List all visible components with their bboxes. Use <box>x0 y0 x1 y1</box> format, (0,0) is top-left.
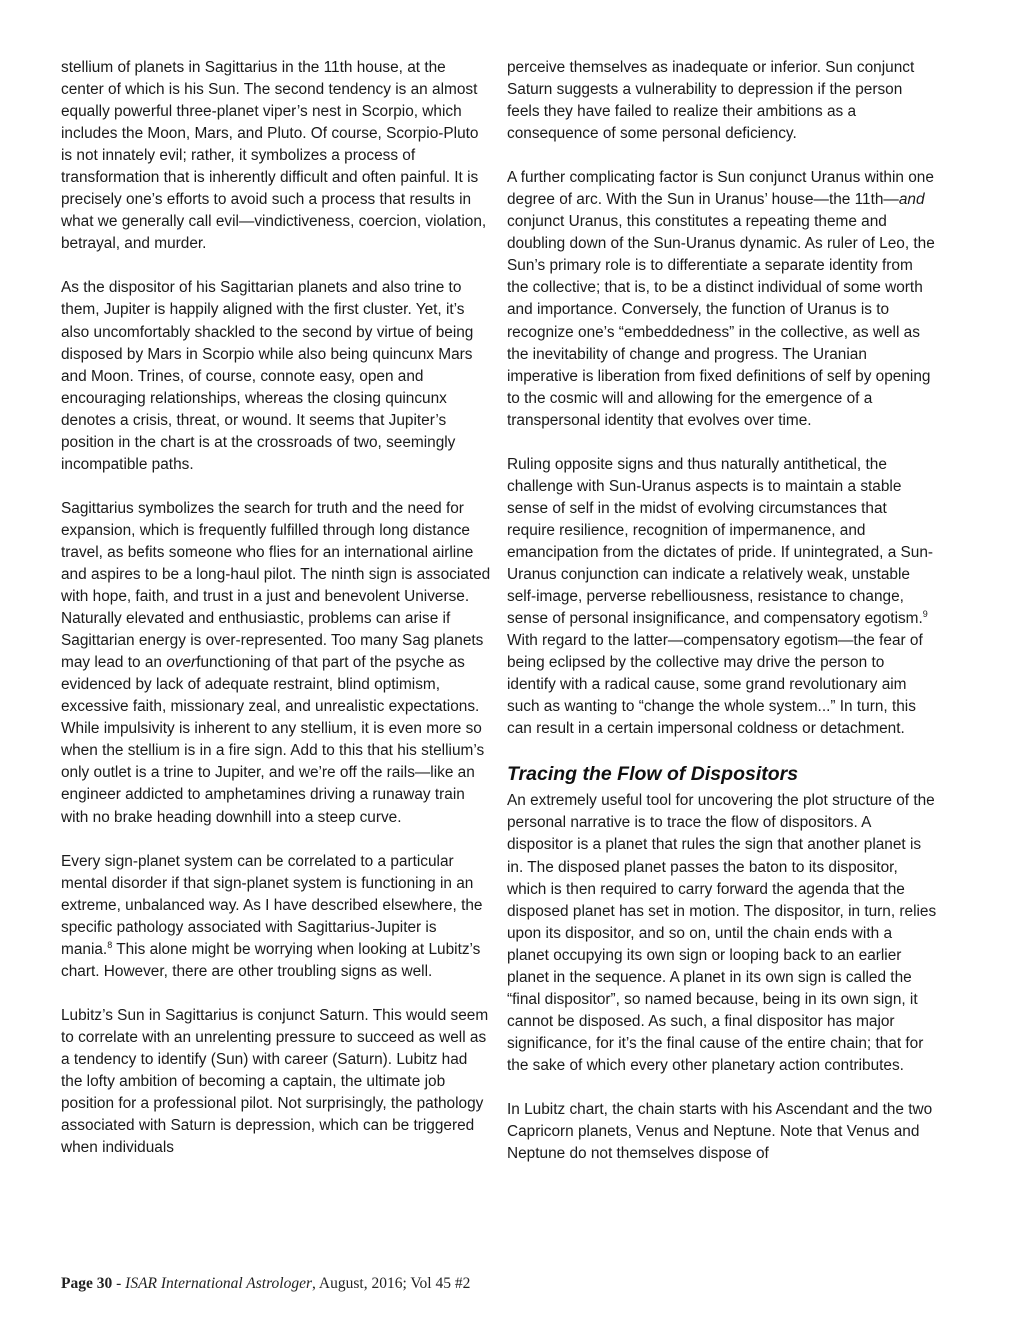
page-footer <box>61 1275 470 1293</box>
paragraph: In Lubitz chart, the chain starts with his Ascendant and the two Capricorn planets, Venus and Neptune. Note that Venus and Neptune do not themselves dispose of <box>507 1100 933 1163</box>
section-heading: Tracing the Flow of Dispositors <box>507 763 799 786</box>
paragraph <box>61 851 491 983</box>
paragraph-text: Every sign-planet system can be correlated to a particular mental disorder if that sign-planet system is functioning in an extreme, unbalanced way. As I have described elsewhere, the specific pathology associated with Sagittarius-Jupiter is mania. <box>61 852 483 958</box>
paragraph: stellium of planets in Sagittarius in the 11th house, at the center of which is his Sun. The second tendency is an almost equally powerful three-planet viper’s nest in Scorpio, which includes the Moon, Mars, and Pluto. Of course, Scorpio-Pluto is not innately evil; rather, it symbolizes a process of transformation that is inherently difficult and often painful. It is precisely one’s efforts to avoid such a process that results in what we generally call evil—vindictiveness, coercion, violation, betrayal, and murder. <box>61 59 487 253</box>
paragraph <box>61 498 491 829</box>
page-number: Page 30 <box>61 1275 113 1292</box>
paragraph: perceive themselves as inadequate or inferior. Sun conjunct Saturn suggests a vulnerability to depression if the person feels they have failed to realize their ambitions as a consequence of some personal deficiency. <box>507 59 915 143</box>
footer-separator: - <box>112 1275 126 1292</box>
paragraph-text: functioning of that part of the psyche as evidenced by lack of adequate restraint, blind optimism, excessive faith, missionary zeal, and unrealistic expectations. While impulsivity is inherent to any stellium, it is even more so when the stellium is in a fire sign. Add to this that his stellium’s only outlet is a trine to Jupiter, and we’re off the rails—like an engineer addicted to amphetamines driving a runaway train with no brake heading downhill into a steep curve. <box>61 654 485 826</box>
footnote-marker: 8 <box>107 939 113 950</box>
paragraph-text: conjunct Uranus, this constitutes a repeating theme and doubling down of the Sun-Uranus dynamic. As ruler of Leo, the Sun’s primary role is to differentiate a separate identity from the collective; that is, to be a distinct individual of some worth and importance. Conversely, the function of Uranus is to recognize one’s “embeddedness” in the collective, as well as the inevitability of change and progress. The Uranian imperative is liberation from fixed definitions of self by opening to the cosmic will and allowing for the emergence of a transpersonal identity that evolves over time. <box>507 213 935 429</box>
paragraph-text: Sagittarius symbolizes the search for truth and the need for expansion, which is frequently fulfilled through long distance travel, as befits someone who flies for an international airline and aspires to be a long-haul pilot. The ninth sign is associated with hope, faith, and trust in a just and benevolent Universe. Naturally elevated and enthusiastic, problems can arise if Sagittarian energy is over-represented. Too many Sag planets may lead to an <box>61 499 491 672</box>
right-column <box>507 57 937 1165</box>
emphasis-text: and <box>898 191 925 209</box>
left-column <box>61 57 491 1159</box>
paragraph: Lubitz’s Sun in Sagittarius is conjunct Saturn. This would seem to correlate with an unrelenting pressure to succeed as well as a tendency to identify (Sun) with career (Saturn). Lubitz had the lofty ambition of becoming a captain, the ultimate job position for a professional pilot. Not surprisingly, the pathology associated with Saturn is depression, which can be triggered when individuals <box>61 1006 489 1157</box>
paragraph <box>507 167 937 432</box>
paragraph <box>507 454 937 741</box>
paragraph-text: A further complicating factor is Sun conjunct Uranus within one degree of arc. With the Sun in Uranus’ house—the 11th— <box>507 169 934 209</box>
footnote-marker: 9 <box>922 608 928 619</box>
paragraph-text: Ruling opposite signs and thus naturally antithetical, the challenge with Sun-Uranus aspects is to maintain a stable sense of self in the midst of evolving circumstances that require resilience, recognition of impermanence, and emancipation from the dictates of pride. If unintegrated, a Sun-Uranus conjunction can indicate a relatively weak, unstable self-image, perverse rebelliousness, resistance to change, sense of personal insignificance, and compensatory egotism. <box>507 455 934 628</box>
paragraph-text: This alone might be worrying when looking at Lubitz’s chart. However, there are other troubling signs as well. <box>61 940 481 980</box>
paragraph: An extremely useful tool for uncovering the plot structure of the personal narrative is to trace the flow of dispositors. A dispositor is a planet that rules the sign that another planet is in. The disposed planet passes the baton to its dispositor, which is then required to carry forward the agenda that the disposed planet has set in motion. The dispositor, in turn, relies upon its dispositor, and so on, until the chain ends with a planet occupying its own sign or looping back to an earlier planet in the sequence. A planet in its own sign is called the “final dispositor”, so named because, being in its own sign, it cannot be disposed. As such, a final dispositor has major significance, for it’s the final cause of the entire chain; that for the sake of which every other planetary action contributes. <box>507 792 937 1074</box>
emphasis-text: over <box>166 654 197 672</box>
issue-info: , August, 2016; Vol 45 #2 <box>312 1275 471 1292</box>
paragraph: As the dispositor of his Sagittarian planets and also trine to them, Jupiter is happily aligned with the first cluster. Yet, it’s also uncomfortably shackled to the second by virtue of being disposed by Mars in Scorpio while also being quincunx Mars and Moon. Trines, of course, connote easy, open and encouraging relationships, whereas the closing quincunx denotes a crisis, threat, or wound. It seems that Jupiter’s position in the chart is at the crossroads of two, seemingly incompatible paths. <box>61 279 474 473</box>
paragraph-text: With regard to the latter—compensatory egotism—the fear of being eclipsed by the collective may drive the person to identify with a radical cause, some grand revolutionary aim such as wanting to “change the whole system...” In turn, this can result in a certain impersonal coldness or detachment. <box>507 632 923 738</box>
journal-title: ISAR International Astrologer <box>125 1275 313 1292</box>
